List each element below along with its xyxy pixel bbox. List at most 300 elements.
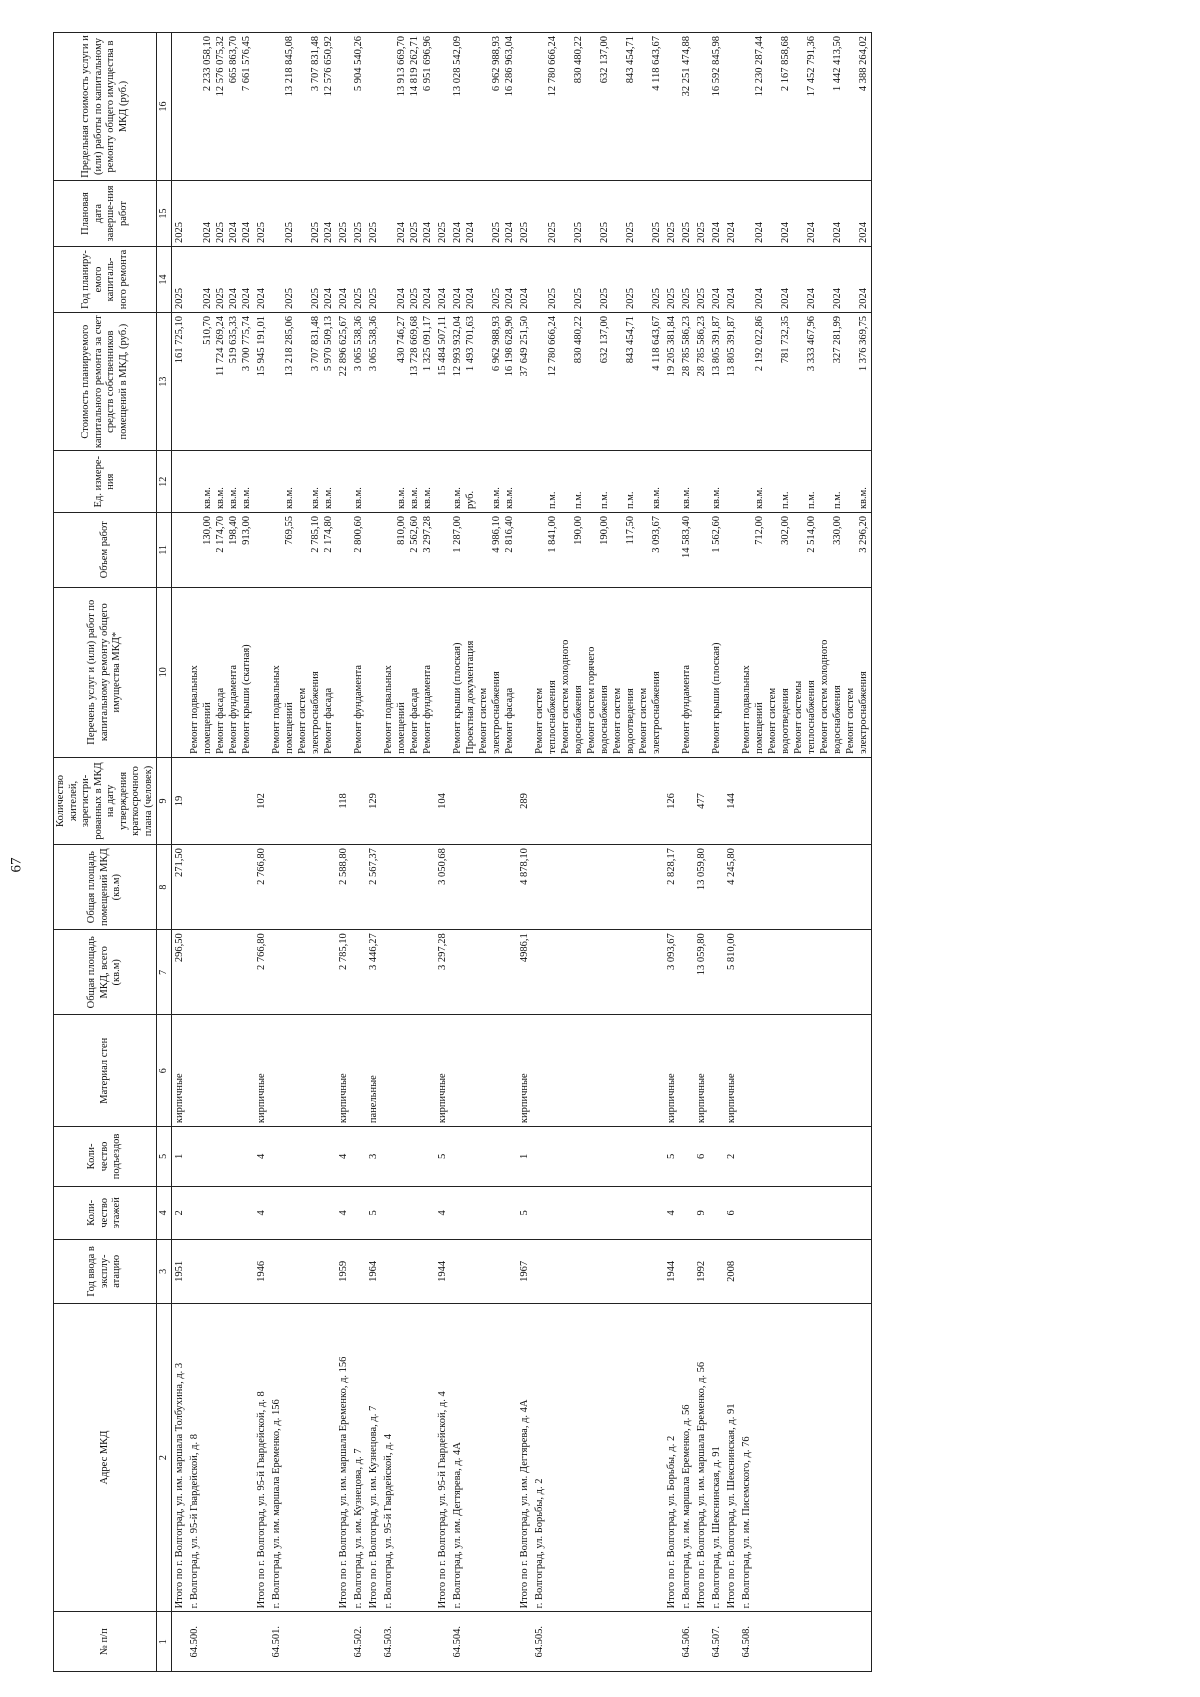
- volume-cell: [269, 513, 336, 588]
- cell-line: 3 707 831,48: [310, 315, 321, 372]
- max-cost-cell: [679, 33, 694, 181]
- max-cost-cell: [269, 33, 336, 181]
- unit-cell: [724, 451, 739, 513]
- cell-line: Ремонт крыши (скатная): [241, 644, 252, 754]
- cell-line: 2024: [465, 287, 476, 309]
- year-built-cell: 2008: [724, 1239, 739, 1303]
- col-number: 15: [157, 181, 172, 247]
- cell-line: [270, 250, 283, 309]
- cell-line: 2025: [215, 287, 226, 309]
- cell-line: 2024: [711, 287, 722, 309]
- cell-line: [382, 316, 395, 447]
- volume-cell: [187, 513, 254, 588]
- completion-year-cell: [664, 181, 679, 247]
- row-number-cell: 64.503.: [381, 1612, 435, 1672]
- premises-area-cell: 2 588,80: [336, 845, 351, 930]
- total-area-cell: 3 297,28: [435, 930, 450, 1015]
- premises-area-cell: [187, 845, 254, 930]
- entrances-cell: 5: [435, 1127, 450, 1187]
- wall-material-cell: [450, 1015, 517, 1127]
- cell-line: [559, 36, 572, 177]
- cell-line: кв.м.: [409, 487, 420, 510]
- year-built-cell: [450, 1239, 517, 1303]
- cell-line: [188, 250, 201, 309]
- total-area-cell: [351, 930, 366, 1015]
- wall-material-cell: панельные: [366, 1015, 381, 1127]
- cell-line: 2025: [696, 287, 707, 309]
- cell-line: 2 800,60: [353, 516, 364, 553]
- volume-cell: [336, 513, 351, 588]
- cell-line: [766, 184, 779, 243]
- address-cell: г. Волгоград, ул. им. Дегтярева, д. 4А: [450, 1303, 517, 1612]
- cell-line: 22 896 625,67: [338, 315, 349, 377]
- cell-line: [844, 36, 857, 177]
- address-cell: г. Волгоград, ул. Борьбы, д. 2: [532, 1303, 664, 1612]
- cell-line: п.м.: [780, 491, 791, 510]
- unit-cell: [709, 451, 724, 513]
- cell-line: 2025: [256, 222, 267, 243]
- cell-line: 1 493 701,63: [465, 315, 476, 372]
- volume-cell: [664, 513, 679, 588]
- cell-line: [477, 516, 490, 584]
- cell-line: Ремонт систем холодного: [560, 639, 571, 754]
- cell-line: 2025: [353, 287, 364, 309]
- row-number-cell: [435, 1612, 450, 1672]
- cell-line: 2025: [519, 222, 530, 243]
- cell-line: 15 484 507,11: [437, 315, 448, 376]
- cell-line: кв.м.: [651, 487, 662, 510]
- max-cost-cell: [351, 33, 366, 181]
- planned-year-cell: [269, 247, 336, 313]
- col-header: Общая площадь МКД, всего (кв.м): [54, 930, 157, 1015]
- year-built-cell: 1964: [366, 1239, 381, 1303]
- planned-year-cell: [450, 247, 517, 313]
- cell-line: 4 118 643,67: [651, 315, 662, 371]
- table-row-item: [679, 33, 694, 1672]
- cell-line: 2 167 858,68: [780, 36, 791, 92]
- cell-line: [270, 36, 283, 177]
- cell-line: [585, 316, 598, 447]
- premises-area-cell: [381, 845, 435, 930]
- cell-line: Ремонт крыши (плоская): [711, 642, 722, 754]
- cell-line: Ремонт фасада: [215, 687, 226, 754]
- volume-cell: [366, 513, 381, 588]
- cell-line: [382, 184, 395, 243]
- cell-line: 14 819 262,71: [409, 36, 420, 97]
- cell-line: кв.м.: [202, 487, 213, 510]
- cell-line: 2025: [284, 222, 295, 243]
- cell-line: 2024: [228, 222, 239, 243]
- unit-cell: [381, 451, 435, 513]
- year-built-cell: [739, 1239, 872, 1303]
- cell-line: [477, 250, 490, 309]
- cell-line: 2025: [696, 222, 707, 243]
- row-number-cell: 64.506.: [679, 1612, 694, 1672]
- row-number-cell: [366, 1612, 381, 1672]
- table-row-total: [435, 33, 450, 1672]
- col-header: Год планиру-емого капиталь-ного ремонта: [54, 247, 157, 313]
- residents-cell: 477: [694, 757, 709, 844]
- year-built-cell: [709, 1239, 724, 1303]
- max-cost-cell: [694, 33, 709, 181]
- cell-line: [611, 250, 624, 309]
- cell-line: [559, 250, 572, 309]
- cell-line: 2025: [409, 287, 420, 309]
- cell-line: 5 904 540,26: [353, 36, 364, 92]
- cell-line: [740, 454, 753, 509]
- completion-year-cell: [172, 181, 188, 247]
- rotated-page: [53, 32, 1171, 1672]
- cell-line: 15 945 191,01: [256, 315, 267, 377]
- cost-cell: [694, 312, 709, 450]
- cell-line: электроснабжения: [858, 671, 869, 754]
- row-number-cell: 64.504.: [450, 1612, 517, 1672]
- year-built-cell: 1992: [694, 1239, 709, 1303]
- wall-material-cell: [269, 1015, 336, 1127]
- year-built-cell: [532, 1239, 664, 1303]
- col-number: 7: [157, 930, 172, 1015]
- works-list-cell: [172, 587, 188, 757]
- premises-area-cell: [351, 845, 366, 930]
- cell-line: 14 583,40: [681, 516, 692, 559]
- address-cell: г. Волгоград, ул. 95-й Гвардейской, д. 8: [187, 1303, 254, 1612]
- wall-material-cell: [187, 1015, 254, 1127]
- cell-line: 2025: [651, 287, 662, 309]
- cell-line: 2025: [491, 287, 502, 309]
- cell-line: [792, 516, 805, 584]
- floors-cell: [269, 1186, 336, 1239]
- premises-area-cell: [709, 845, 724, 930]
- cell-line: 2025: [215, 222, 226, 243]
- max-cost-cell: [532, 33, 664, 181]
- cell-line: 2025: [409, 222, 420, 243]
- volume-cell: [694, 513, 709, 588]
- cell-line: 843 454,71: [625, 36, 636, 84]
- cell-line: [296, 316, 309, 447]
- volume-cell: [435, 513, 450, 588]
- works-list-cell: [366, 587, 381, 757]
- cell-line: [792, 316, 805, 447]
- cost-cell: [269, 312, 336, 450]
- col-number: 3: [157, 1239, 172, 1303]
- cell-line: 2 192 022,86: [754, 315, 765, 372]
- cell-line: Ремонт систем: [767, 687, 778, 754]
- year-built-cell: [381, 1239, 435, 1303]
- planned-year-cell: [664, 247, 679, 313]
- table-row-item: [532, 33, 664, 1672]
- cell-line: 2025: [573, 222, 584, 243]
- col-number: 10: [157, 587, 172, 757]
- address-cell: Итого по г. Волгоград, ул. 95-й Гвардейской, д. 8: [254, 1303, 269, 1612]
- cell-line: [766, 250, 779, 309]
- year-built-cell: 1944: [664, 1239, 679, 1303]
- completion-year-cell: [517, 181, 532, 247]
- col-header: Общая площадь помещений МКД (кв.м): [54, 845, 157, 930]
- address-cell: Итого по г. Волгоград, ул. 95-й Гвардейской, д. 4: [435, 1303, 450, 1612]
- cell-line: 28 785 586,23: [696, 315, 707, 377]
- total-area-cell: [739, 930, 872, 1015]
- planned-year-cell: [532, 247, 664, 313]
- cell-line: 2025: [284, 287, 295, 309]
- col-header: Коли-чество подъездов: [54, 1127, 157, 1187]
- cell-line: [464, 516, 477, 584]
- cell-line: [585, 36, 598, 177]
- unit-cell: [336, 451, 351, 513]
- total-area-cell: [532, 930, 664, 1015]
- cell-line: 190,00: [573, 516, 584, 545]
- cell-line: 12 993 932,04: [452, 315, 463, 377]
- floors-cell: [709, 1186, 724, 1239]
- cell-line: 712,00: [754, 516, 765, 545]
- entrances-cell: [187, 1127, 254, 1187]
- cell-line: Ремонт систем горячего: [586, 646, 597, 754]
- cell-line: 2025: [547, 222, 558, 243]
- cell-line: руб.: [465, 490, 476, 510]
- cell-line: 2024: [806, 287, 817, 309]
- cell-line: водоснабжения: [573, 685, 584, 754]
- cell-line: 1 562,60: [711, 516, 722, 553]
- cell-line: 2024: [202, 222, 213, 243]
- cell-line: 2024: [323, 287, 334, 309]
- cell-line: водоснабжения: [599, 685, 610, 754]
- col-number: 13: [157, 312, 172, 450]
- wall-material-cell: [351, 1015, 366, 1127]
- completion-year-cell: [187, 181, 254, 247]
- wall-material-cell: кирпичные: [254, 1015, 269, 1127]
- residents-cell: 19: [172, 757, 188, 844]
- cell-line: 2024: [780, 222, 791, 243]
- completion-year-cell: [269, 181, 336, 247]
- premises-area-cell: 2 828,17: [664, 845, 679, 930]
- cost-cell: [381, 312, 435, 450]
- cell-line: 327 281,99: [832, 315, 843, 364]
- cost-cell: [679, 312, 694, 450]
- cell-line: 2024: [338, 287, 349, 309]
- cell-line: 2025: [666, 222, 677, 243]
- cell-line: теплоснабжения: [547, 680, 558, 754]
- max-cost-cell: [366, 33, 381, 181]
- row-number-cell: 64.502.: [351, 1612, 366, 1672]
- cell-line: [611, 454, 624, 509]
- col-header: Стоимость планируемого капитального ремонта за счет средств собственников помещений в МКД, (руб.): [54, 312, 157, 450]
- cell-line: 3 333 467,96: [806, 315, 817, 372]
- cell-line: 16 286 963,04: [504, 36, 515, 97]
- cell-line: 2024: [241, 287, 252, 309]
- cell-line: [270, 516, 283, 584]
- address-cell: Итого по г. Волгоград, ул. им. маршала Толбухина, д. 3: [172, 1303, 188, 1612]
- total-area-cell: [679, 930, 694, 1015]
- address-cell: г. Волгоград, ул. им. Писемского, д. 76: [739, 1303, 872, 1612]
- cell-line: [533, 316, 546, 447]
- unit-cell: [694, 451, 709, 513]
- cell-line: п.м.: [573, 491, 584, 510]
- row-number-cell: [664, 1612, 679, 1672]
- cell-line: помещений: [284, 702, 295, 754]
- works-list-cell: [381, 587, 435, 757]
- completion-year-cell: [709, 181, 724, 247]
- cell-line: [477, 316, 490, 447]
- unit-cell: [739, 451, 872, 513]
- residents-cell: [709, 757, 724, 844]
- cell-line: 510,70: [202, 315, 213, 345]
- works-list-cell: [739, 587, 872, 757]
- year-built-cell: [269, 1239, 336, 1303]
- planned-year-cell: [679, 247, 694, 313]
- col-header: Адрес МКД: [54, 1303, 157, 1612]
- works-list-cell: [664, 587, 679, 757]
- cell-line: п.м.: [547, 491, 558, 510]
- row-number-cell: 64.508.: [739, 1612, 872, 1672]
- volume-cell: [381, 513, 435, 588]
- cell-line: 3 297,28: [422, 516, 433, 553]
- works-list-cell: [336, 587, 351, 757]
- cell-line: 632 137,00: [599, 315, 610, 364]
- cell-line: кв.м.: [396, 487, 407, 510]
- cell-line: кв.м.: [681, 487, 692, 510]
- address-cell: г. Волгоград, ул. Шекснинская, д. 91: [709, 1303, 724, 1612]
- cell-line: 2024: [780, 287, 791, 309]
- planned-year-cell: [709, 247, 724, 313]
- cell-line: [296, 454, 309, 509]
- row-number-cell: [694, 1612, 709, 1672]
- volume-cell: [679, 513, 694, 588]
- unit-cell: [366, 451, 381, 513]
- max-cost-cell: [517, 33, 532, 181]
- table-row-item: [709, 33, 724, 1672]
- table-row-total: [517, 33, 532, 1672]
- repair-plan-table: [53, 32, 872, 1672]
- year-built-cell: 1967: [517, 1239, 532, 1303]
- col-header: Предельная стоимость услуги и (или) работы по капитальному ремонту общего имущества в МКД (руб.): [54, 33, 157, 181]
- works-list-cell: [709, 587, 724, 757]
- cell-line: [585, 184, 598, 243]
- table-row-total: [254, 33, 269, 1672]
- cell-line: 2024: [504, 222, 515, 243]
- premises-area-cell: [679, 845, 694, 930]
- cell-line: помещений: [754, 702, 765, 754]
- floors-cell: 4: [254, 1186, 269, 1239]
- cell-line: кв.м.: [215, 487, 226, 510]
- cell-line: 2025: [681, 222, 692, 243]
- cell-line: Ремонт фасада: [409, 687, 420, 754]
- cell-line: [559, 454, 572, 509]
- wall-material-cell: кирпичные: [724, 1015, 739, 1127]
- cost-cell: [172, 312, 188, 450]
- entrances-cell: [679, 1127, 694, 1187]
- cell-line: Ремонт систем: [638, 687, 649, 754]
- cell-line: [296, 36, 309, 177]
- cell-line: п.м.: [806, 491, 817, 510]
- cell-line: 2025: [666, 287, 677, 309]
- cell-line: 2024: [396, 287, 407, 309]
- col-header: Объем работ: [54, 513, 157, 588]
- total-area-cell: 296,50: [172, 930, 188, 1015]
- cell-line: 2024: [452, 287, 463, 309]
- total-area-cell: [709, 930, 724, 1015]
- col-number: 11: [157, 513, 172, 588]
- col-number: 6: [157, 1015, 172, 1127]
- completion-year-cell: [435, 181, 450, 247]
- entrances-cell: 4: [336, 1127, 351, 1187]
- entrances-cell: 2: [724, 1127, 739, 1187]
- premises-area-cell: [269, 845, 336, 930]
- cell-line: 6 951 696,96: [422, 36, 433, 92]
- entrances-cell: [532, 1127, 664, 1187]
- cost-cell: [532, 312, 664, 450]
- cell-line: Ремонт систем холодного: [819, 639, 830, 754]
- cell-line: [740, 184, 753, 243]
- cell-line: 7 661 576,45: [241, 36, 252, 92]
- works-list-cell: [269, 587, 336, 757]
- planned-year-cell: [694, 247, 709, 313]
- cell-line: [585, 516, 598, 584]
- cell-line: кв.м.: [422, 487, 433, 510]
- cell-line: электроснабжения: [491, 671, 502, 754]
- cell-line: 32 251 474,88: [681, 36, 692, 97]
- cell-line: [792, 36, 805, 177]
- cell-line: Ремонт фасада: [504, 687, 515, 754]
- cell-line: п.м.: [625, 491, 636, 510]
- col-header: № п/п: [54, 1612, 157, 1672]
- cell-line: 302,00: [780, 516, 791, 545]
- col-number: 1: [157, 1612, 172, 1672]
- cell-line: 2 562,60: [409, 516, 420, 553]
- cell-line: 2024: [228, 287, 239, 309]
- completion-year-cell: [724, 181, 739, 247]
- cell-line: 190,00: [599, 516, 610, 545]
- cell-line: 28 785 586,23: [681, 315, 692, 377]
- unit-cell: [435, 451, 450, 513]
- col-header: Ед. измере-ния: [54, 451, 157, 513]
- cell-line: [844, 250, 857, 309]
- cell-line: [766, 454, 779, 509]
- residents-cell: 118: [336, 757, 351, 844]
- cell-line: водоотведения: [780, 688, 791, 754]
- cell-line: 2024: [452, 222, 463, 243]
- cell-line: [270, 184, 283, 243]
- cell-line: [464, 36, 477, 177]
- premises-area-cell: [739, 845, 872, 930]
- cell-line: [382, 516, 395, 584]
- year-built-cell: [351, 1239, 366, 1303]
- year-built-cell: 1946: [254, 1239, 269, 1303]
- residents-cell: [739, 757, 872, 844]
- col-number: 2: [157, 1303, 172, 1612]
- cell-line: 2025: [174, 222, 185, 243]
- cell-line: [477, 454, 490, 509]
- cell-line: [611, 516, 624, 584]
- planned-year-cell: [351, 247, 366, 313]
- cell-line: 913,00: [241, 516, 252, 545]
- address-cell: г. Волгоград, ул. им. Кузнецова, д. 7: [351, 1303, 366, 1612]
- cell-line: [533, 454, 546, 509]
- premises-area-cell: 3 050,68: [435, 845, 450, 930]
- cell-line: 843 454,71: [625, 315, 636, 364]
- cell-line: 2024: [437, 287, 448, 309]
- max-cost-cell: [450, 33, 517, 181]
- table-row-total: [336, 33, 351, 1672]
- col-header: Год ввода в эксплу-атацию: [54, 1239, 157, 1303]
- premises-area-cell: 4 878,10: [517, 845, 532, 930]
- entrances-cell: [351, 1127, 366, 1187]
- cell-line: кв.м.: [228, 487, 239, 510]
- cell-line: теплоснабжения: [806, 680, 817, 754]
- cell-line: 2024: [519, 287, 530, 309]
- cell-line: помещений: [202, 702, 213, 754]
- cost-cell: [254, 312, 269, 450]
- cell-line: [792, 184, 805, 243]
- cell-line: 2024: [726, 222, 737, 243]
